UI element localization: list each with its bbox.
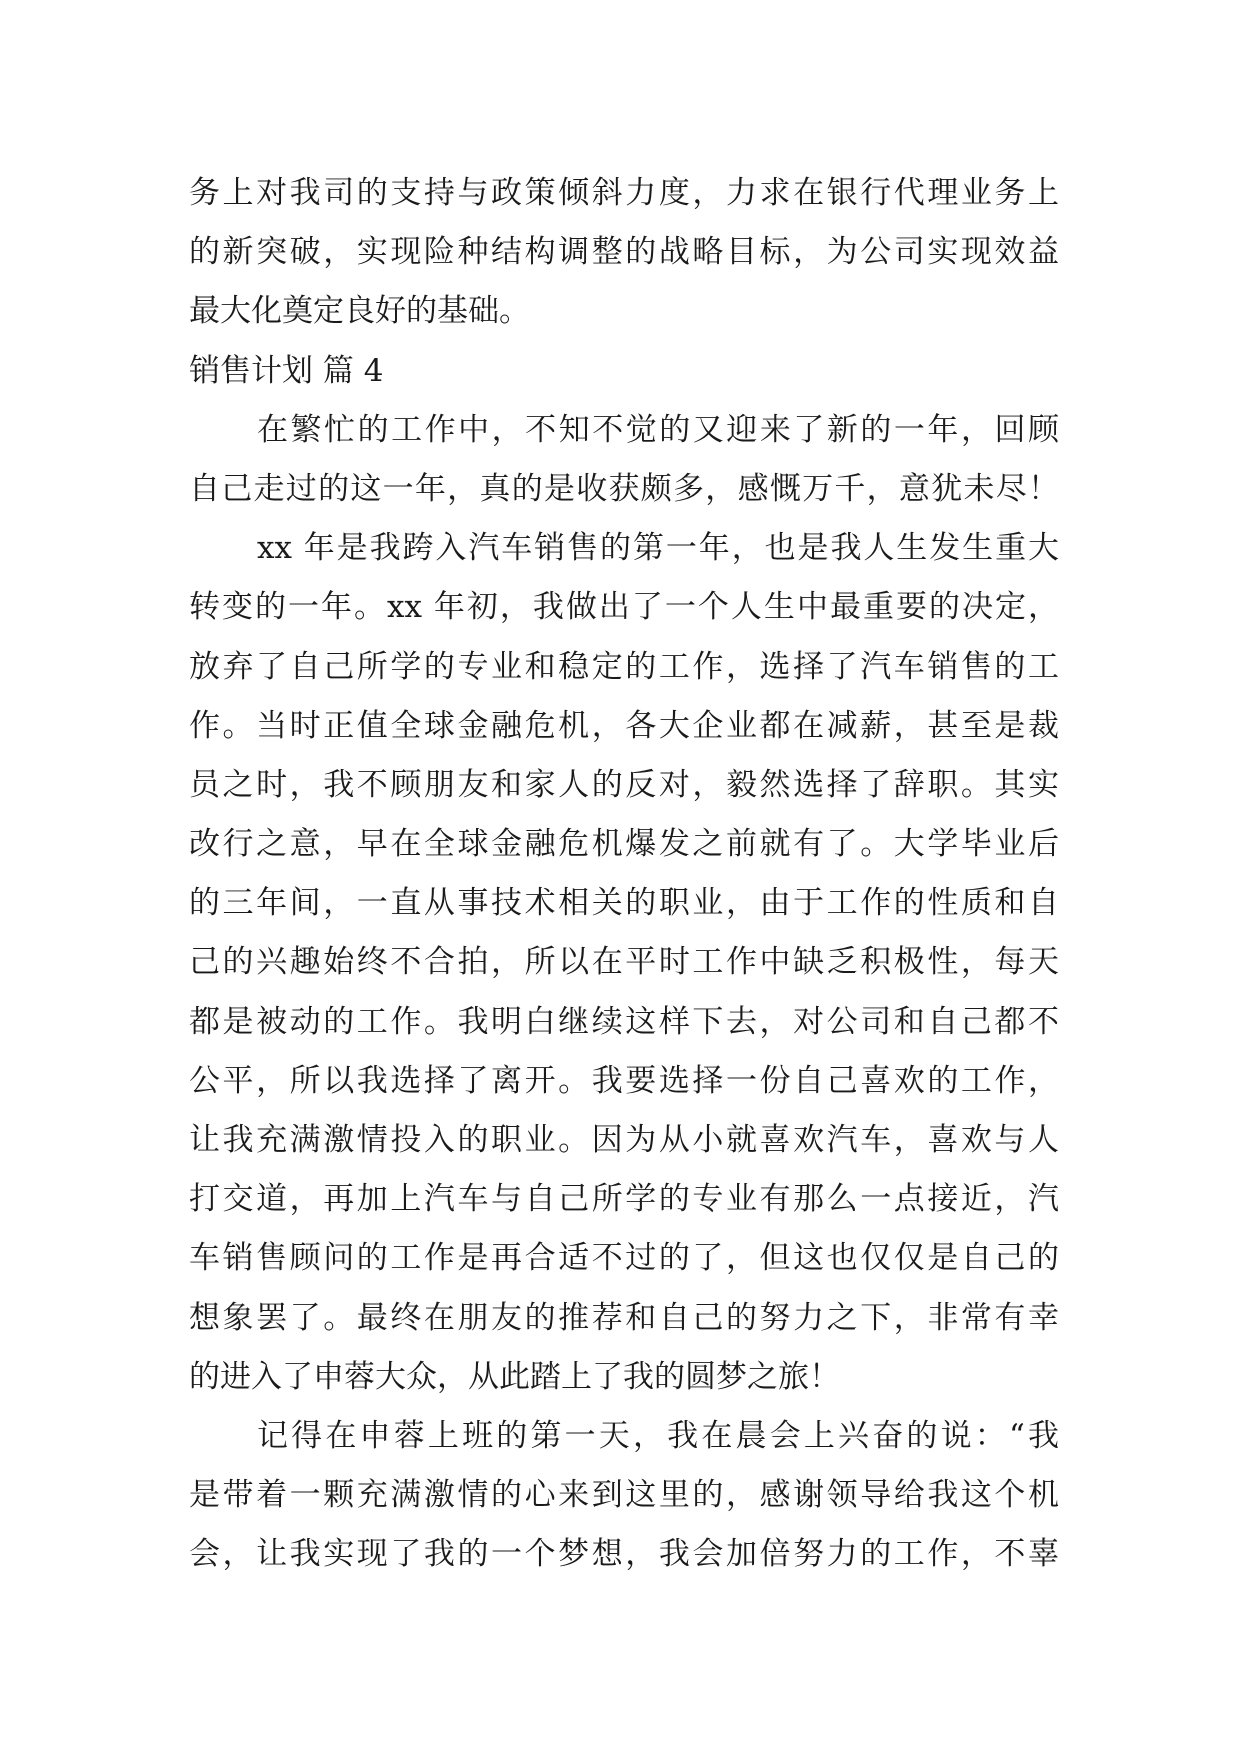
paragraph-line: 是带着一颗充满激情的心来到这里的，感谢领导给我这个机 (189, 1477, 1059, 1514)
paragraph-line: 己的兴趣始终不合拍，所以在平时工作中缺乏积极性，每天 (189, 944, 1059, 981)
paragraph-line: 转变的一年。xx 年初，我做出了一个人生中最重要的决定， (189, 589, 1059, 626)
paragraph-line: 想象罢了。最终在朋友的推荐和自己的努力之下，非常有幸 (189, 1299, 1059, 1336)
paragraph-line: 最大化奠定良好的基础。 (189, 293, 530, 330)
paragraph-line: 让我充满激情投入的职业。因为从小就喜欢汽车，喜欢与人 (189, 1122, 1059, 1158)
paragraph-line: 的三年间，一直从事技术相关的职业，由于工作的性质和自 (189, 885, 1059, 922)
paragraph-line: 员之时，我不顾朋友和家人的反对，毅然选择了辞职。其实 (189, 766, 1059, 803)
section-heading: 销售计划 篇 4 (189, 352, 384, 389)
paragraph-line: 改行之意，早在全球金融危机爆发之前就有了。大学毕业后 (189, 826, 1059, 863)
paragraph-line: 记得在申蓉上班的第一天，我在晨会上兴奋的说：“我 (257, 1417, 1059, 1454)
paragraph-line: 车销售顾问的工作是再合适不过的了，但这也仅仅是自己的 (189, 1240, 1059, 1277)
paragraph-line: 自己走过的这一年，真的是收获颇多，感慨万千，意犹未尽！ (189, 470, 1059, 507)
paragraph-line: 打交道，再加上汽车与自己所学的专业有那么一点接近，汽 (189, 1181, 1059, 1218)
paragraph-line: 会，让我实现了我的一个梦想，我会加倍努力的工作，不辜 (189, 1536, 1059, 1573)
paragraph-line: 都是被动的工作。我明白继续这样下去，对公司和自己都不 (189, 1003, 1059, 1040)
paragraph-line: 作。当时正值全球金融危机，各大企业都在减薪，甚至是裁 (189, 707, 1059, 744)
paragraph-line: 的新突破，实现险种结构调整的战略目标，为公司实现效益 (189, 234, 1059, 271)
paragraph-line: xx 年是我跨入汽车销售的第一年，也是我人生发生重大 (257, 530, 1059, 567)
paragraph-line: 在繁忙的工作中，不知不觉的又迎来了新的一年，回顾 (257, 411, 1059, 448)
paragraph-line: 放弃了自己所学的专业和稳定的工作，选择了汽车销售的工 (189, 648, 1059, 685)
paragraph-line: 公平，所以我选择了离开。我要选择一份自己喜欢的工作， (189, 1062, 1059, 1099)
document-body (189, 164, 1059, 1585)
paragraph-line: 的进入了申蓉大众，从此踏上了我的圆梦之旅！ (189, 1358, 840, 1395)
paragraph-line: 务上对我司的支持与政策倾斜力度，力求在银行代理业务上 (189, 175, 1059, 211)
